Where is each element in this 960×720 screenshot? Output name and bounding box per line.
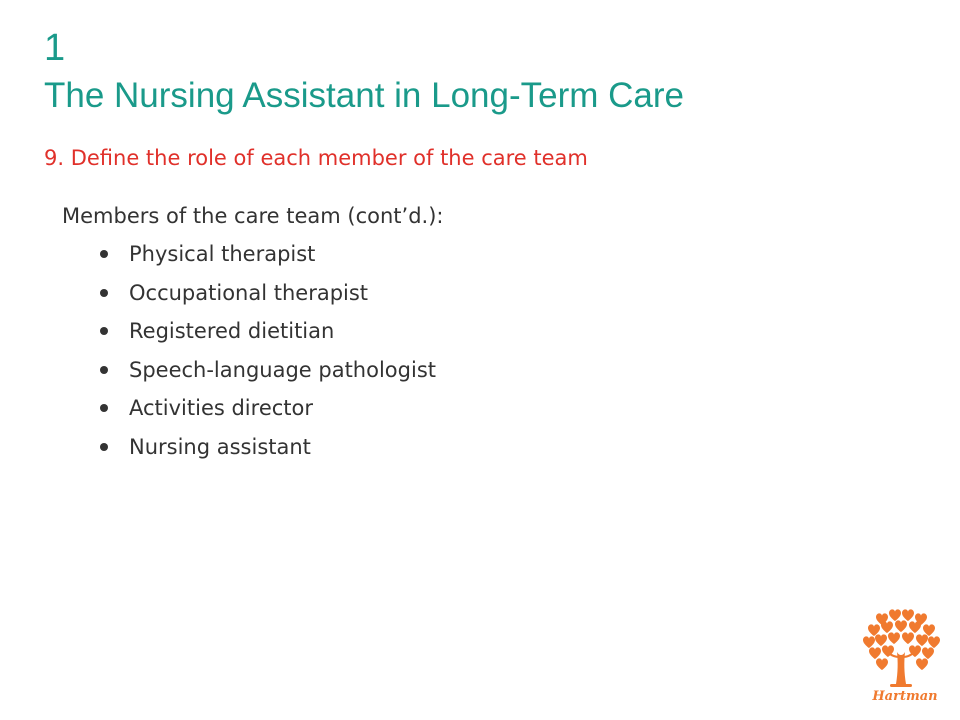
- list-item-label: Nursing assistant: [129, 434, 311, 459]
- care-team-list: [100, 240, 436, 471]
- chapter-number: 1: [44, 27, 66, 69]
- bullet-icon: [100, 366, 108, 374]
- bullet-icon: [100, 327, 108, 335]
- list-item-label: Activities director: [129, 396, 313, 420]
- logo-wordmark: Hartman: [872, 689, 938, 704]
- learning-objective: 9. Define the role of each member of the care team: [44, 146, 588, 170]
- bullet-icon: [100, 443, 108, 451]
- list-item: [100, 317, 436, 356]
- list-item-label: Speech-language pathologist: [129, 357, 436, 382]
- list-intro: Members of the care team (cont’d.):: [62, 204, 444, 228]
- bullet-icon: [100, 404, 108, 412]
- chapter-title: The Nursing Assistant in Long-Term Care: [44, 76, 684, 115]
- list-item-label: Occupational therapist: [129, 280, 369, 305]
- list-item: [100, 279, 436, 318]
- list-item: [100, 240, 436, 279]
- list-item-label: Physical therapist: [129, 242, 316, 266]
- list-item-label: Registered dietitian: [129, 319, 335, 343]
- list-item: [100, 394, 436, 433]
- bullet-icon: [100, 289, 108, 297]
- bullet-icon: [100, 250, 108, 258]
- list-item: [100, 356, 436, 395]
- list-item: [100, 433, 436, 472]
